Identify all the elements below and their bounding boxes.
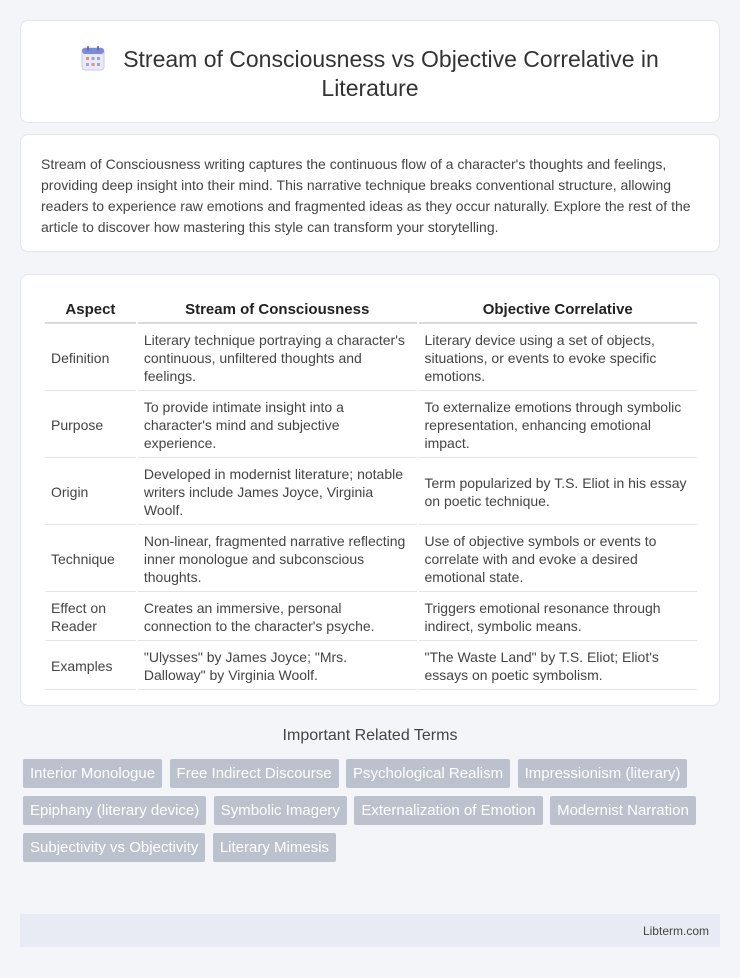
- footer: [20, 914, 720, 947]
- table-cell: To externalize emotions through symbolic representation, enhancing emotional impact.: [419, 393, 698, 458]
- related-terms-heading: Important Related Terms: [282, 727, 458, 744]
- related-term-tag[interactable]: Literary Mimesis: [213, 833, 336, 862]
- header-stream-of-consciousness: Stream of Consciousness: [138, 297, 417, 324]
- related-term-tag[interactable]: Subjectivity vs Objectivity: [23, 833, 205, 862]
- table-cell: Literary technique portraying a character's continuous, unfiltered thoughts and feelings.: [138, 326, 417, 391]
- related-term-tag[interactable]: Free Indirect Discourse: [170, 759, 339, 788]
- table-header-row: [45, 297, 697, 324]
- calendar-icon: [81, 45, 105, 71]
- page-title-text: Stream of Consciousness vs Objective Correlative in Literature: [123, 46, 659, 101]
- table-row: [45, 527, 697, 592]
- related-term-tag[interactable]: Externalization of Emotion: [354, 796, 542, 825]
- table-row: [45, 460, 697, 525]
- related-term-tag[interactable]: Interior Monologue: [23, 759, 162, 788]
- aspect-cell: Purpose: [45, 393, 136, 458]
- header-aspect: Aspect: [45, 297, 136, 324]
- table-row: [45, 326, 697, 391]
- related-term-tag[interactable]: Modernist Narration: [550, 796, 696, 825]
- table-cell: To provide intimate insight into a character's mind and subjective experience.: [138, 393, 417, 458]
- related-term-tag[interactable]: Symbolic Imagery: [214, 796, 347, 825]
- comparison-card: [20, 274, 720, 706]
- table-cell: Literary device using a set of objects, situations, or events to evoke specific emotions.: [419, 326, 698, 391]
- header-objective-correlative: Objective Correlative: [419, 297, 698, 324]
- aspect-cell: Technique: [45, 527, 136, 592]
- table-row: [45, 393, 697, 458]
- table-cell: "Ulysses" by James Joyce; "Mrs. Dalloway" by Virginia Woolf.: [138, 643, 417, 690]
- related-term-tag[interactable]: Psychological Realism: [346, 759, 510, 788]
- aspect-cell: Effect on Reader: [45, 594, 136, 641]
- comparison-table: [43, 295, 699, 692]
- aspect-cell: Origin: [45, 460, 136, 525]
- table-cell: "The Waste Land" by T.S. Eliot; Eliot's essays on poetic symbolism.: [419, 643, 698, 690]
- table-cell: Creates an immersive, personal connection to the character's psyche.: [138, 594, 417, 641]
- table-cell: Term popularized by T.S. Eliot in his essay on poetic technique.: [419, 460, 698, 525]
- related-terms-list: [23, 759, 723, 870]
- aspect-cell: Definition: [45, 326, 136, 391]
- related-term-tag[interactable]: Epiphany (literary device): [23, 796, 206, 825]
- table-row: [45, 643, 697, 690]
- intro-paragraph: Stream of Consciousness writing captures the continuous flow of a character's thoughts and feelings, providing deep insight into their mind. This narrative technique breaks conventional structure, allowing readers to experience raw emotions and fragmented ideas as they occur naturally. Explore the rest of the article to discover how mastering this style can transform your storytelling.: [41, 156, 691, 235]
- page-title: [50, 45, 690, 103]
- table-cell: Developed in modernist literature; notable writers include James Joyce, Virginia Woolf.: [138, 460, 417, 525]
- table-cell: Triggers emotional resonance through indirect, symbolic means.: [419, 594, 698, 641]
- intro-card: [20, 134, 720, 252]
- table-cell: Non-linear, fragmented narrative reflecting inner monologue and subconscious thoughts.: [138, 527, 417, 592]
- related-term-tag[interactable]: Impressionism (literary): [518, 759, 688, 788]
- footer-site-link[interactable]: Libterm.com: [642, 924, 709, 938]
- table-row: [45, 594, 697, 641]
- table-cell: Use of objective symbols or events to correlate with and evoke a desired emotional state.: [419, 527, 698, 592]
- header-card: [20, 20, 720, 123]
- aspect-cell: Examples: [45, 643, 136, 690]
